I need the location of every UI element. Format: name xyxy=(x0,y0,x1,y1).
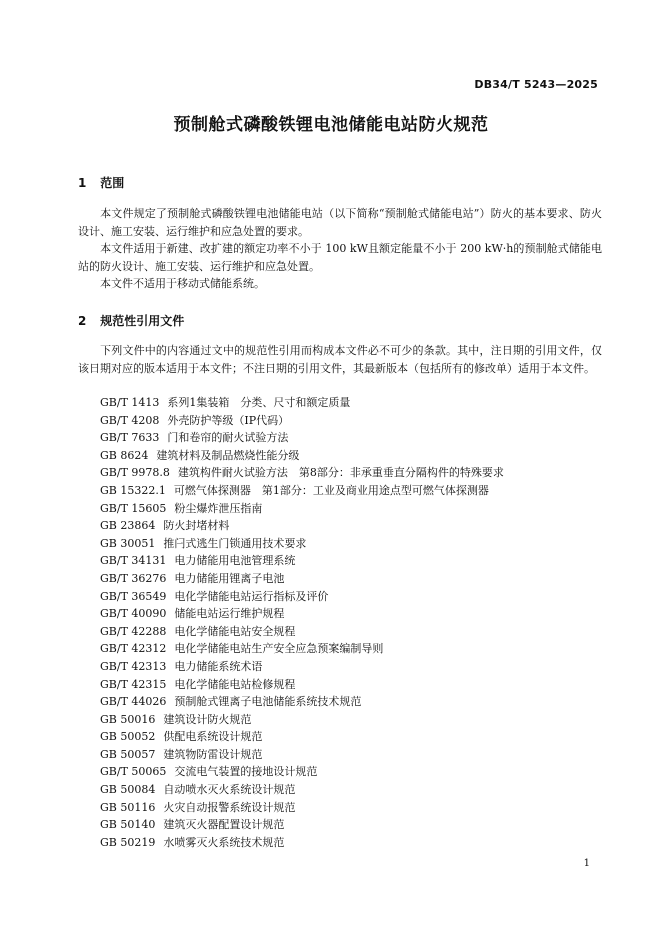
reference-title: 电力储能用锂离子电池 xyxy=(174,571,285,585)
reference-item xyxy=(100,746,504,764)
references-intro: 下列文件中的内容通过文中的规范性引用而构成本文件必不可少的条款。其中，注日期的引用文件，仅该日期对应的版本适用于本文件；不注日期的引用文件，其最新版本（包括所有的修改单）适用于本文件。 xyxy=(78,344,602,375)
reference-code: GB 50057 xyxy=(100,747,156,761)
reference-item xyxy=(100,447,504,465)
reference-item xyxy=(100,464,504,482)
reference-code: GB/T 44026 xyxy=(100,695,167,709)
reference-title: 建筑设计防火规范 xyxy=(163,712,252,726)
reference-code: GB/T 36276 xyxy=(100,571,167,585)
reference-item xyxy=(100,588,504,606)
reference-code: GB/T 42315 xyxy=(100,677,167,691)
section-1-title: 范围 xyxy=(100,176,125,190)
reference-code: GB 15322.1 xyxy=(100,483,166,497)
reference-title: 外壳防护等级（IP代码） xyxy=(167,413,290,427)
reference-code: GB 30051 xyxy=(100,536,156,550)
reference-item xyxy=(100,816,504,834)
reference-title: 电化学储能电站运行指标及评价 xyxy=(174,589,329,603)
reference-item xyxy=(100,693,504,711)
reference-code: GB/T 42288 xyxy=(100,624,167,638)
reference-title: 推闩式逃生门锁通用技术要求 xyxy=(163,536,307,550)
section-2-heading xyxy=(78,312,184,329)
reference-item xyxy=(100,552,504,570)
reference-title: 建筑构件耐火试验方法 第8部分：非承重垂直分隔构件的特殊要求 xyxy=(177,466,504,480)
reference-title: 建筑物防雷设计规范 xyxy=(163,747,263,761)
reference-item xyxy=(100,482,504,500)
reference-code: GB/T 42313 xyxy=(100,659,167,673)
reference-code: GB/T 40090 xyxy=(100,607,167,621)
reference-title: 水喷雾灭火系统技术规范 xyxy=(163,835,285,849)
reference-code: GB/T 50065 xyxy=(100,765,167,779)
reference-item xyxy=(100,429,504,447)
reference-title: 交流电气装置的接地设计规范 xyxy=(174,765,318,779)
reference-code: GB/T 15605 xyxy=(100,501,167,515)
reference-item xyxy=(100,640,504,658)
reference-item xyxy=(100,834,504,852)
reference-item xyxy=(100,728,504,746)
section-1-number: 1 xyxy=(78,176,87,190)
reference-title: 建筑灭火器配置设计规范 xyxy=(163,818,285,832)
page-number: 1 xyxy=(583,858,590,869)
section-1-heading xyxy=(78,174,124,191)
reference-title: 系列1集装箱 分类、尺寸和额定质量 xyxy=(167,396,351,409)
scope-paragraph-2: 本文件适用于新建、改扩建的额定功率不小于 100 kW且额定能量不小于 200 kW·h的预制舱式储能电站的防火设计、施工安装、运行维护和应急处置。 xyxy=(78,242,602,273)
reference-item xyxy=(100,535,504,553)
reference-item xyxy=(100,676,504,694)
document-code: DB34/T 5243—2025 xyxy=(474,78,598,91)
reference-code: GB/T 36549 xyxy=(100,589,167,603)
reference-item xyxy=(100,658,504,676)
reference-title: 电化学储能电站安全规程 xyxy=(174,624,296,638)
reference-code: GB 8624 xyxy=(100,448,149,462)
reference-item xyxy=(100,605,504,623)
reference-item xyxy=(100,763,504,781)
section-2-title: 规范性引用文件 xyxy=(100,314,185,328)
reference-code: GB 50140 xyxy=(100,818,156,832)
reference-item xyxy=(100,781,504,799)
reference-code: GB/T 1413 xyxy=(100,396,160,409)
reference-item xyxy=(100,711,504,729)
reference-title: 火灾自动报警系统设计规范 xyxy=(163,800,296,814)
reference-code: GB/T 9978.8 xyxy=(100,466,170,480)
reference-title: 粉尘爆炸泄压指南 xyxy=(174,501,263,515)
reference-title: 自动喷水灭火系统设计规范 xyxy=(163,783,296,797)
reference-title: 可燃气体探测器 第1部分：工业及商业用途点型可燃气体探测器 xyxy=(173,483,489,497)
reference-title: 电化学储能电站检修规程 xyxy=(174,677,296,691)
reference-code: GB 50084 xyxy=(100,783,156,797)
reference-title: 电化学储能电站生产安全应急预案编制导则 xyxy=(174,642,384,656)
reference-item xyxy=(100,412,504,430)
scope-paragraph-1: 本文件规定了预制舱式磷酸铁锂电池储能电站（以下简称“预制舱式储能电站”）防火的基本要求、防火设计、施工安装、运行维护和应急处置的要求。 xyxy=(78,207,602,238)
section-2-number: 2 xyxy=(78,314,87,328)
reference-title: 门和卷帘的耐火试验方法 xyxy=(167,431,289,445)
reference-code: GB/T 4208 xyxy=(100,413,160,427)
reference-code: GB 23864 xyxy=(100,519,156,533)
reference-code: GB/T 7633 xyxy=(100,431,160,445)
reference-item xyxy=(100,500,504,518)
reference-code: GB 50016 xyxy=(100,712,156,726)
scope-paragraph-3: 本文件不适用于移动式储能系统。 xyxy=(100,277,265,290)
reference-code: GB 50219 xyxy=(100,835,156,849)
reference-code: GB 50116 xyxy=(100,800,156,814)
reference-title: 防火封堵材料 xyxy=(163,519,230,533)
reference-title: 预制舱式锂离子电池储能系统技术规范 xyxy=(174,695,362,709)
reference-code: GB/T 34131 xyxy=(100,554,167,568)
reference-item xyxy=(100,623,504,641)
reference-title: 电力储能用电池管理系统 xyxy=(174,554,296,568)
reference-title: 储能电站运行维护规程 xyxy=(174,607,285,621)
reference-code: GB 50052 xyxy=(100,730,156,744)
document-title: 预制舱式磷酸铁锂电池储能电站防火规范 xyxy=(173,115,489,135)
reference-title: 电力储能系统术语 xyxy=(174,659,263,673)
reference-list xyxy=(100,394,504,851)
reference-title: 供配电系统设计规范 xyxy=(163,730,263,744)
reference-item xyxy=(100,799,504,817)
reference-item xyxy=(100,394,504,412)
reference-item xyxy=(100,570,504,588)
reference-code: GB/T 42312 xyxy=(100,642,167,656)
reference-title: 建筑材料及制品燃烧性能分级 xyxy=(156,448,300,462)
reference-item xyxy=(100,517,504,535)
